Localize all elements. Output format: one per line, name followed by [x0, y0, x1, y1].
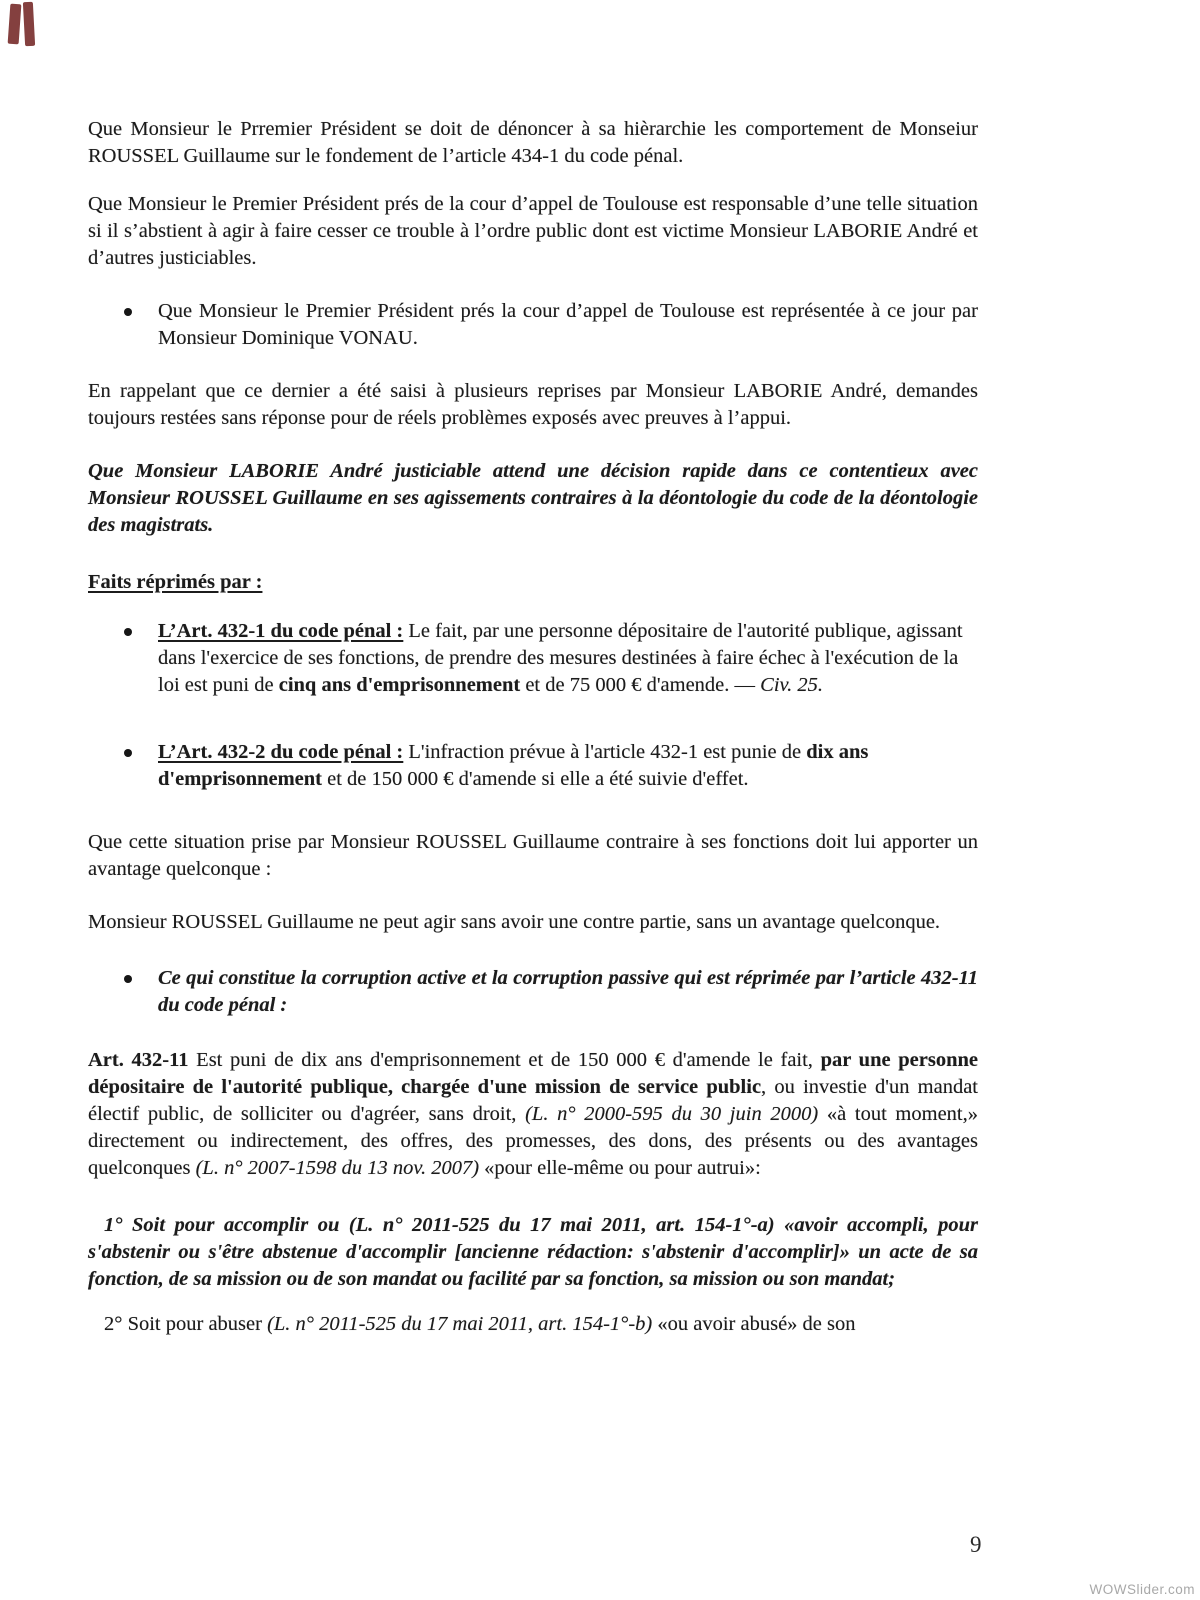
art-432-11-label: Art. 432-11 [88, 1049, 189, 1071]
paragraph-attend-decision: Que Monsieur LABORIE André justiciable attend une décision rapide dans ce contentieux avec Monsieur ROUSSEL Guillaume en ses agissements contraires à la déontologie du code de la déontologie des magistrats. [88, 460, 978, 536]
paragraph-2-deg-text: 2° Soit pour abuser [104, 1313, 268, 1335]
paragraph-2-deg-text: «ou avoir abusé» de son [652, 1313, 856, 1335]
bullet-item-art-432-1 [88, 618, 978, 699]
bullet-dot [88, 298, 158, 352]
bullet-item-vonau [88, 298, 978, 352]
art-432-11-text: , ou investie d'un mandat électif public, de solliciter ou d'agréer, sans droit, [88, 1076, 979, 1125]
red-pen-scan-mark [23, 2, 35, 46]
art-432-11-bold-personne: par une personne dépositaire de l'autorité publique, chargée d'une mission de service public [88, 1049, 978, 1098]
paragraph-situation: Que cette situation prise par Monsieur ROUSSEL Guillaume contraire à ses fonctions doit lui apporter un avantage quelconque : [88, 831, 978, 880]
bullet-dot [88, 618, 158, 699]
art-432-1-bold-cinq-ans: cinq ans d'emprisonnement [278, 674, 521, 696]
art-432-2-text: L'infraction prévue à l'article 432-1 est punie de [403, 741, 807, 763]
bullet-text [158, 618, 978, 699]
heading-faits-reprimes-text: Faits réprimés par : [88, 571, 263, 593]
page-number: 9 [970, 1532, 982, 1557]
art-432-1-text: et de 75 000 € d'amende. — [520, 674, 761, 696]
art-432-2-bold-dix-ans: dix ans d'emprisonnement [158, 741, 869, 790]
citation-loi-2011-525: (L. n° 2011-525 du 17 mai 2011, art. 154-1°-b) [267, 1313, 653, 1335]
red-pen-scan-mark [8, 4, 22, 45]
bullet-dot [88, 965, 158, 1019]
art-432-11-text: «à tout moment,» directement ou indirectement, des offres, des promesses, des dons, des présents ou des avantages quelconques [88, 1103, 978, 1179]
bullet-text: Ce qui constitue la corruption active et la corruption passive qui est réprimée par l’article 432-11 du code pénal : [158, 967, 978, 1016]
art-432-2-label: L’Art. 432-2 du code pénal : [158, 741, 404, 763]
document-body [88, 0, 978, 1338]
heading-faits-reprimes [88, 569, 978, 596]
paragraph-rappelant: En rappelant que ce dernier a été saisi à plusieurs reprises par Monsieur LABORIE André, demandes toujours restées sans réponse pour de réels problèmes exposés avec preuves à l’appui. [88, 380, 978, 429]
paragraph-2-deg [88, 1311, 978, 1338]
art-432-1-text: Le fait, par une personne dépositaire de l'autorité publique, agissant dans l'exercice de ses fonctions, de prendre des mesures destinées à faire échec à l'exécution de la loi est puni de [158, 620, 963, 696]
citation-civ-25: Civ. 25. [760, 674, 823, 696]
paragraph-art-432-11 [88, 1047, 978, 1182]
watermark: WOWSlider.com [1089, 1582, 1195, 1597]
paragraph-responsable: Que Monsieur le Premier Président prés de la cour d’appel de Toulouse est responsable d’une telle situation si il s’abstient à agir à faire cesser ce trouble à l’ordre public dont est victime Monsieur LABORIE André et d’autres justiciables. [88, 193, 978, 269]
paragraph-contre-partie: Monsieur ROUSSEL Guillaume ne peut agir sans avoir une contre partie, sans un avantage quelconque. [88, 911, 941, 933]
art-432-11-text: Est puni de dix ans d'emprisonnement et de 150 000 € d'amende le fait, [188, 1049, 821, 1071]
bullet-item-art-432-2 [88, 739, 978, 793]
bullet-text: Que Monsieur le Premier Président prés la cour d’appel de Toulouse est représentée à ce jour par Monsieur Dominique VONAU. [158, 300, 978, 349]
art-432-1-label: L’Art. 432-1 du code pénal : [158, 620, 404, 642]
bullet-item-corruption [88, 965, 978, 1019]
paragraph-1-deg: 1° Soit pour accomplir ou (L. n° 2011-525 du 17 mai 2011, art. 154-1°-a) «avoir accompli, pour s'abstenir ou s'être abstenue d'accomplir [ancienne rédaction: s'abstenir d'accomplir]» un acte de sa fonction, de sa mission ou de son mandat ou facilité par sa fonction, sa mission ou son mandat; [88, 1214, 978, 1290]
paragraph-denoncer: Que Monsieur le Prremier Président se doit de dénoncer à sa hièrarchie les comportement de Monseiur ROUSSEL Guillaume sur le fondement de l’article 434-1 du code pénal. [88, 118, 978, 167]
citation-loi-2007-1598: (L. n° 2007-1598 du 13 nov. 2007) [195, 1157, 480, 1179]
bullet-text [158, 739, 978, 793]
art-432-11-text: «pour elle-même ou pour autrui»: [479, 1157, 761, 1179]
citation-loi-2000-595: (L. n° 2000-595 du 30 juin 2000) [525, 1103, 819, 1125]
art-432-2-text: et de 150 000 € d'amende si elle a été suivie d'effet. [322, 768, 749, 790]
bullet-dot [88, 739, 158, 793]
